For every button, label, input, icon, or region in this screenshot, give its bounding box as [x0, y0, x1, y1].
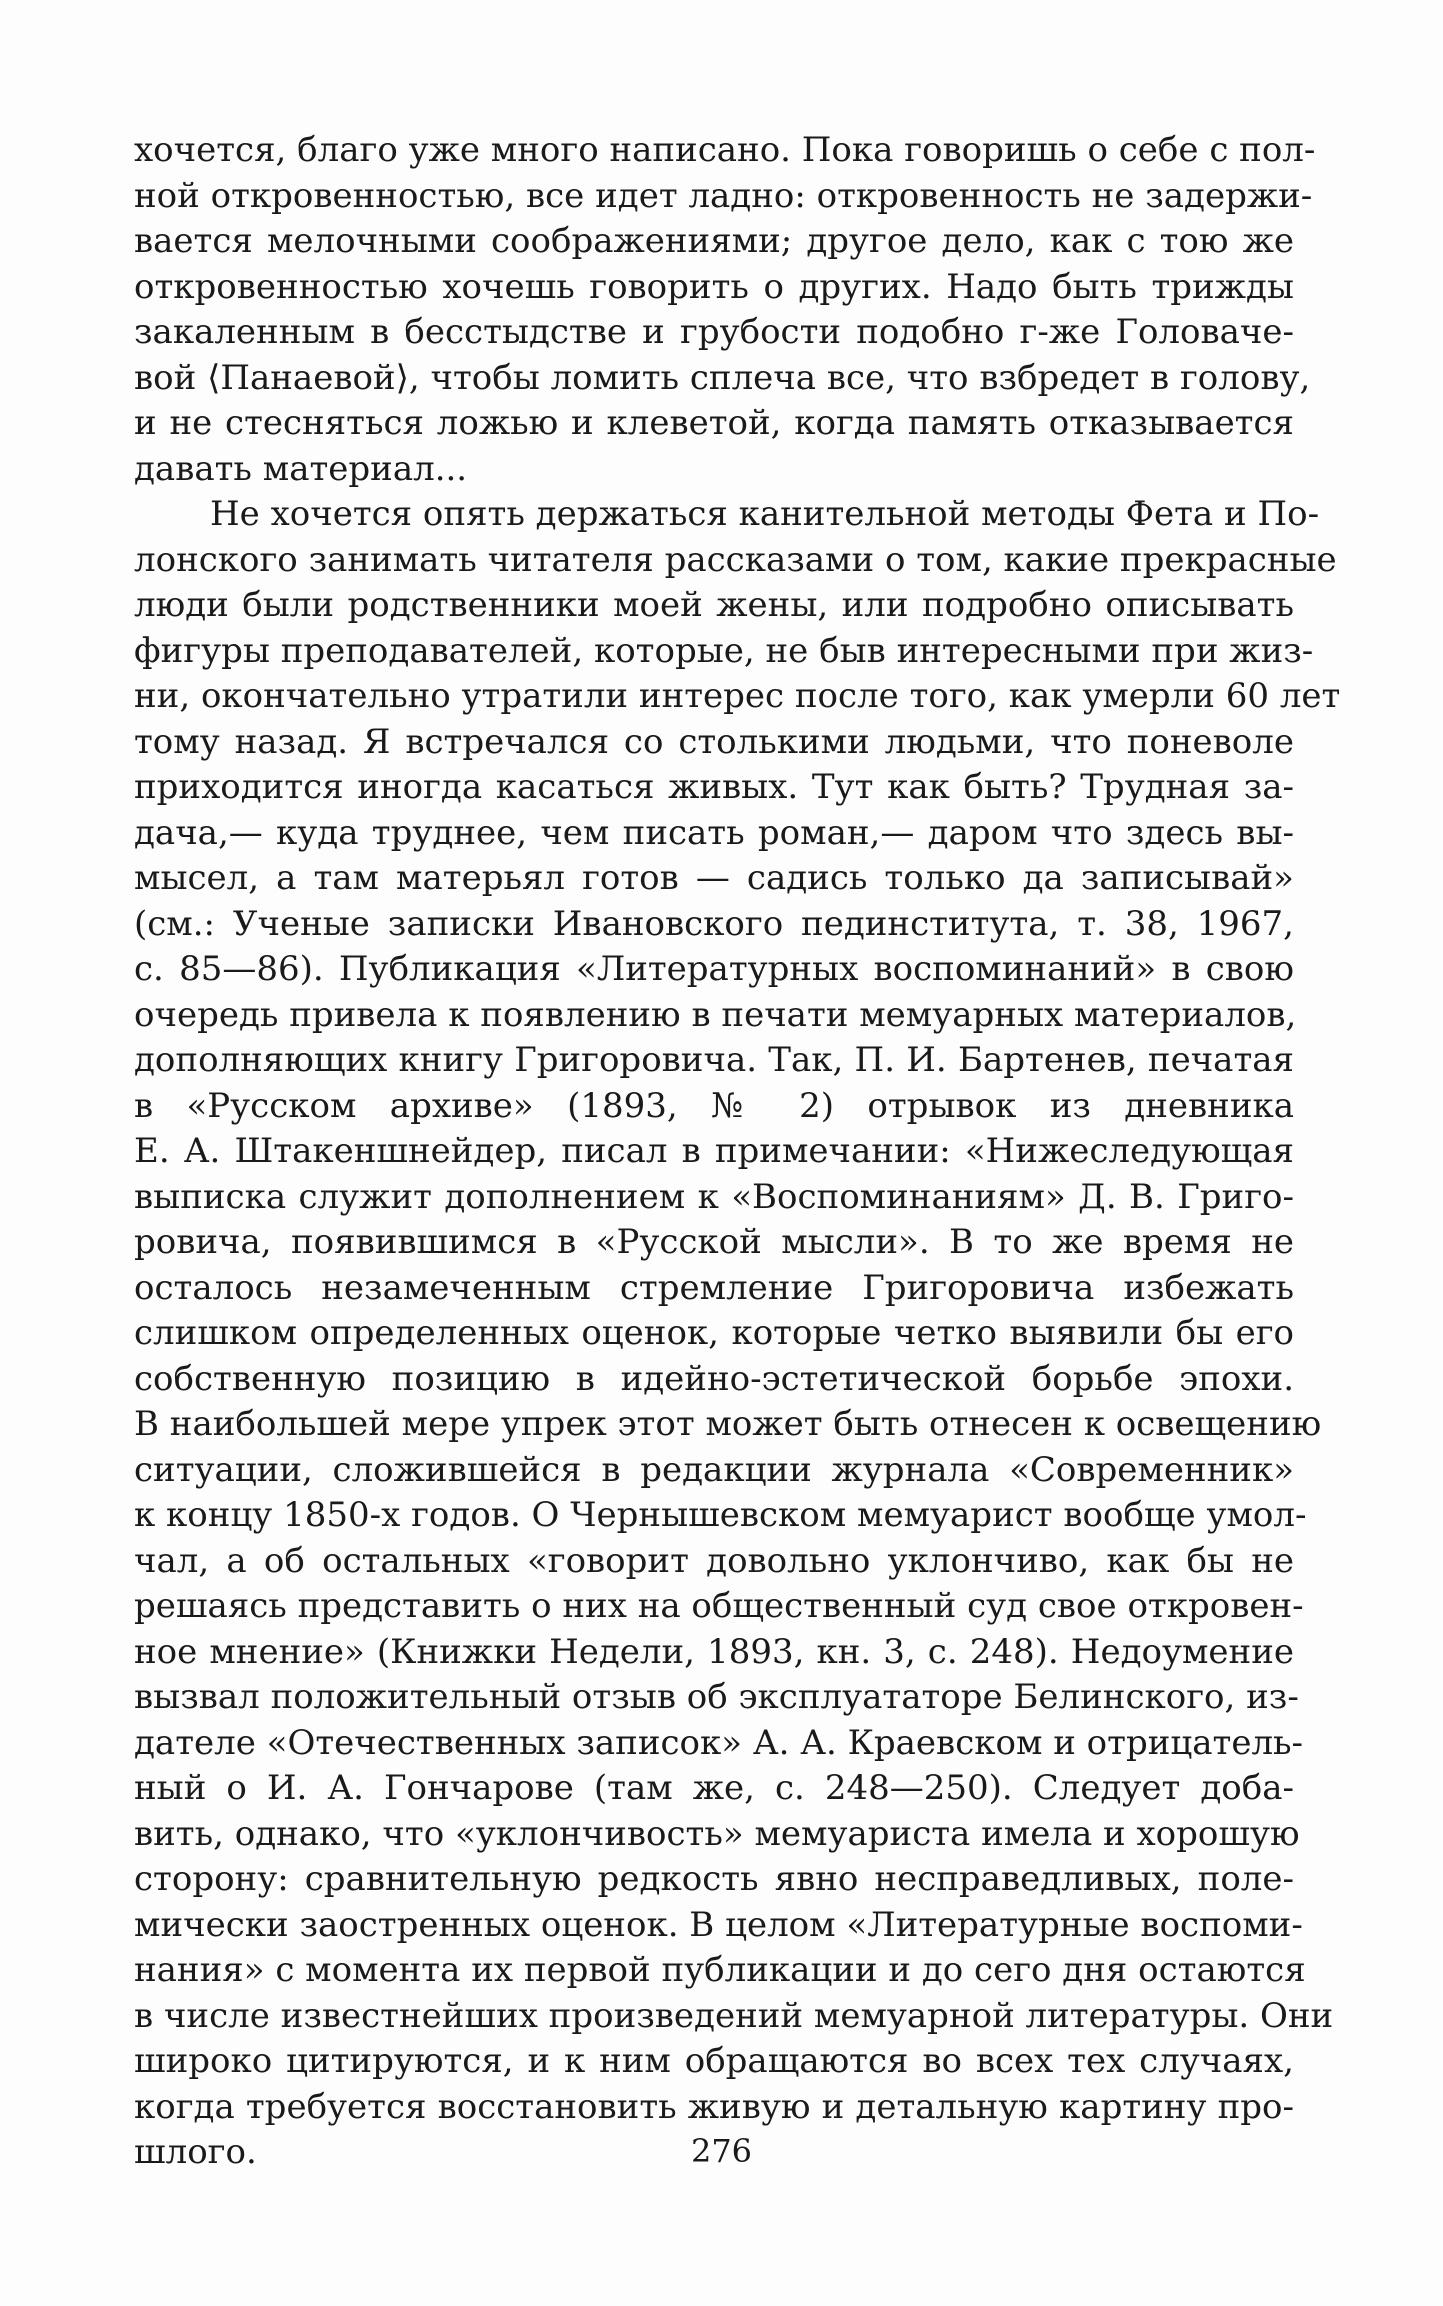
text-line: к концу 1850-х годов. О Чернышевском мемуарист вообще умол- [134, 1495, 1307, 1535]
text-line: ной откровенностью, все идет ладно: откровенность не задержи- [134, 175, 1313, 216]
text-line: и не стесняться ложью и клеветой, когда память отказывается [134, 403, 1294, 443]
text-line: Не хочется опять держаться канительной методы Фета и По- [210, 494, 1320, 534]
text-line: в числе известнейших произведений мемуарной литературы. Они [134, 1995, 1334, 2036]
text-line: сторону: сравнительную редкость явно несправедливых, поле- [134, 1859, 1294, 1899]
text-line: слишком определенных оценок, которые четко выявили бы его [134, 1313, 1294, 1353]
text-line: люди были родственники моей жены, или подробно описывать [134, 585, 1294, 625]
text-line: мысел, а там матерьял готов — садись только да записывай» [134, 858, 1294, 898]
text-line: очередь привела к появлению в печати мемуарных материалов, [134, 994, 1297, 1035]
text-line: приходится иногда касаться живых. Тут как быть? Трудная за- [134, 767, 1294, 807]
text-line: (см.: Ученые записки Ивановского пединститута, т. 38, 1967, [134, 903, 1294, 944]
text-line: с. 85—86). Публикация «Литературных воспоминаний» в свою [134, 949, 1294, 989]
text-line: ный о И. А. Гончарове (там же, с. 248—250). Следует доба- [134, 1768, 1294, 1808]
text-line: когда требуется восстановить живую и детальную картину про- [134, 2086, 1294, 2127]
text-line: закаленным в бесстыдстве и грубости подобно г-же Головаче- [134, 312, 1294, 352]
text-line: шлого. [134, 2132, 257, 2172]
text-line: ситуации, сложившейся в редакции журнала «Современник» [134, 1449, 1294, 1490]
paragraph-2 [134, 492, 1341, 2176]
text-line: откровенностью хочешь говорить о других. Надо быть трижды [134, 266, 1294, 307]
text-line: фигуры преподавателей, которые, не быв интересными при жиз- [134, 630, 1314, 671]
text-line: вается мелочными соображениями; другое дело, как с тою же [134, 221, 1294, 261]
text-line: решаясь представить о них на общественный суд свое откровен- [134, 1586, 1304, 1626]
text-line: Е. А. Штакеншнейдер, писал в примечании: «Нижеследующая [134, 1131, 1294, 1171]
text-line: хочется, благо уже много написано. Пока говоришь о себе с пол- [134, 130, 1316, 170]
text-line: ровича, появившимся в «Русской мысли». В то же время не [134, 1222, 1294, 1262]
text-line: широко цитируются, и к ним обращаются во всех тех случаях, [134, 2041, 1294, 2081]
text-line: В наибольшей мере упрек этот может быть отнесен к освещению [134, 1404, 1322, 1444]
text-line: осталось незамеченным стремление Григоровича избежать [134, 1267, 1294, 1308]
text-line: нания» с момента их первой публикации и до сего дня остаются [134, 1950, 1306, 1990]
text-line: дача,— куда труднее, чем писать роман,— даром что здесь вы- [134, 812, 1294, 853]
text-line: мически заостренных оценок. В целом «Литературные воспоми- [134, 1904, 1303, 1945]
text-line: выписка служит дополнением к «Воспоминаниям» Д. В. Григо- [134, 1176, 1294, 1217]
text-line: дателе «Отечественных записок» А. А. Краевском и отрицатель- [134, 1722, 1304, 1763]
text-line: давать материал... [134, 448, 468, 489]
text-line: вызвал положительный отзыв об эксплуататоре Белинского, из- [134, 1677, 1299, 1717]
text-line: вить, однако, что «уклончивость» мемуариста имела и хорошую [134, 1813, 1300, 1854]
text-line: чал, а об остальных «говорит довольно уклончиво, как бы не [134, 1540, 1294, 1581]
text-line: вой ⟨Панаевой⟩, чтобы ломить сплеча все, что взбредет в голову, [134, 357, 1311, 398]
text-line: дополняющих книгу Григоровича. Так, П. И. Бартенев, печатая [134, 1040, 1294, 1080]
text-line: ни, окончательно утратили интерес после того, как умерли 60 лет [134, 676, 1341, 716]
text-line: лонского занимать читателя рассказами о том, какие прекрасные [134, 539, 1337, 580]
paragraph-1 [134, 128, 1316, 492]
text-line: ное мнение» (Книжки Недели, 1893, кн. 3, с. 248). Недоумение [134, 1631, 1294, 1672]
text-line: тому назад. Я встречался со столькими людьми, что поневоле [134, 721, 1294, 762]
text-line: собственную позицию в идейно-эстетической борьбе эпохи. [134, 1358, 1294, 1399]
page-number: 276 [690, 2132, 753, 2170]
body-text [134, 128, 1341, 2176]
text-line: в «Русском архиве» (1893, № 2) отрывок из дневника [134, 1085, 1294, 1126]
